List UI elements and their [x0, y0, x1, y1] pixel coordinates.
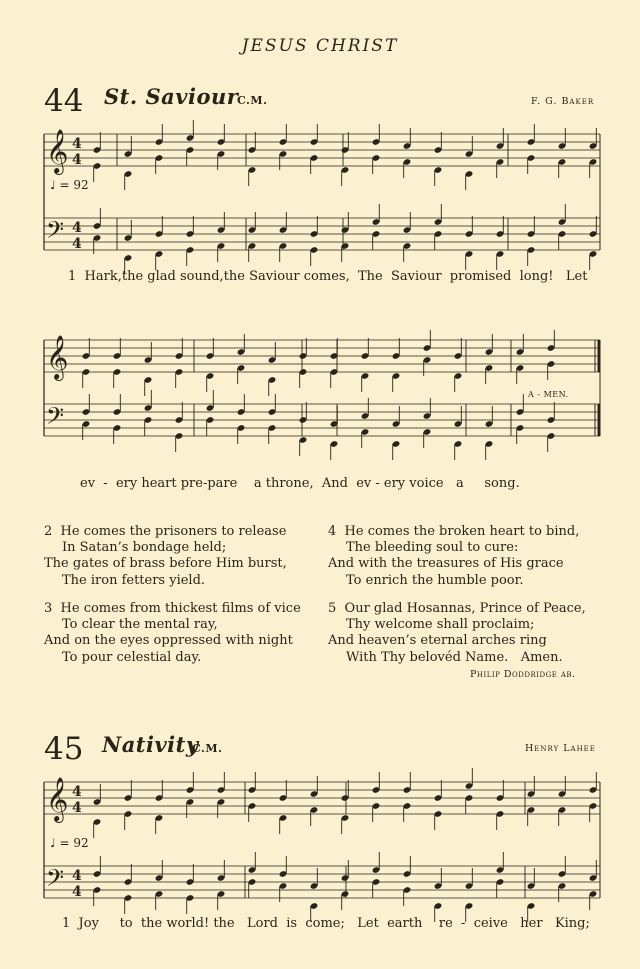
hymn-number: 45	[44, 731, 84, 767]
treble-clef: 𝄞	[46, 335, 69, 379]
verse-line: The bleeding soul to cure:	[346, 540, 519, 556]
lyrics-line: ev - ery heart pre-pare a throne, And ev - ery voice a song.	[80, 476, 520, 491]
verse-line: The gates of brass before Him burst,	[44, 556, 287, 572]
tempo-marking: ♩ = 92	[50, 178, 89, 192]
lyrics-line: 1 Hark,the glad sound,the Saviour comes, The Saviour promised long! Let	[68, 269, 588, 284]
verse-line: And heaven’s eternal arches ring	[328, 633, 547, 649]
composer: F. G. Baker	[531, 96, 595, 107]
verse-line: 4 He comes the broken heart to bind,	[328, 524, 580, 539]
treble-clef: 𝄞	[46, 129, 69, 173]
time-signature-top: 4	[72, 868, 82, 884]
author-credit: Philip Doddridge ab.	[470, 669, 576, 680]
meter: C.M.	[237, 94, 268, 107]
tempo-marking: ♩ = 92	[50, 836, 89, 850]
time-signature-top: 4	[72, 784, 82, 800]
verse-line: And with the treasures of His grace	[328, 556, 564, 572]
verse-line: 2 He comes the prisoners to release	[44, 524, 287, 539]
verse-line: 3 He comes from thickest films of vice	[44, 601, 301, 616]
time-signature-bottom: 4	[72, 152, 82, 168]
tune-name: St. Saviour	[104, 84, 239, 109]
time-signature-bottom: 4	[72, 884, 82, 900]
composer: Henry Lahee	[525, 743, 596, 754]
verse-line: 5 Our glad Hosannas, Prince of Peace,	[328, 601, 586, 616]
verse-line: To pour celestial day.	[62, 649, 202, 665]
verse-line: To enrich the humble poor.	[346, 572, 524, 588]
verse-block	[44, 524, 287, 589]
time-signature-top: 4	[72, 136, 82, 152]
lyrics-line: 1 Joy to the world! the Lord is come; Let earth re - ceive her King;	[62, 916, 590, 931]
bass-clef: 𝄢	[46, 864, 65, 897]
time-signature-top: 4	[72, 220, 82, 236]
bass-clef: 𝄢	[46, 216, 65, 249]
time-signature-bottom: 4	[72, 236, 82, 252]
verse-line: Thy welcome shall proclaim;	[346, 617, 535, 633]
verse-line: The iron fetters yield.	[62, 572, 206, 588]
meter: C.M.	[192, 742, 223, 755]
section-title: JESUS CHRIST	[241, 36, 399, 56]
treble-clef: 𝄞	[46, 777, 69, 821]
tune-name: Nativity	[102, 732, 199, 757]
amen-label: A - MEN.	[528, 390, 569, 399]
verse-block	[328, 601, 586, 666]
time-signature-bottom: 4	[72, 800, 82, 816]
bass-clef: 𝄢	[46, 402, 65, 435]
verse-line: With Thy belovéd Name. Amen.	[346, 649, 563, 665]
verse-line: In Satan’s bondage held;	[62, 540, 227, 556]
verse-line: And on the eyes oppressed with night	[44, 633, 293, 649]
verse-line: To clear the mental ray,	[62, 617, 218, 633]
hymn-number: 44	[44, 83, 84, 119]
verse-block	[44, 601, 301, 666]
verse-block	[328, 524, 579, 589]
